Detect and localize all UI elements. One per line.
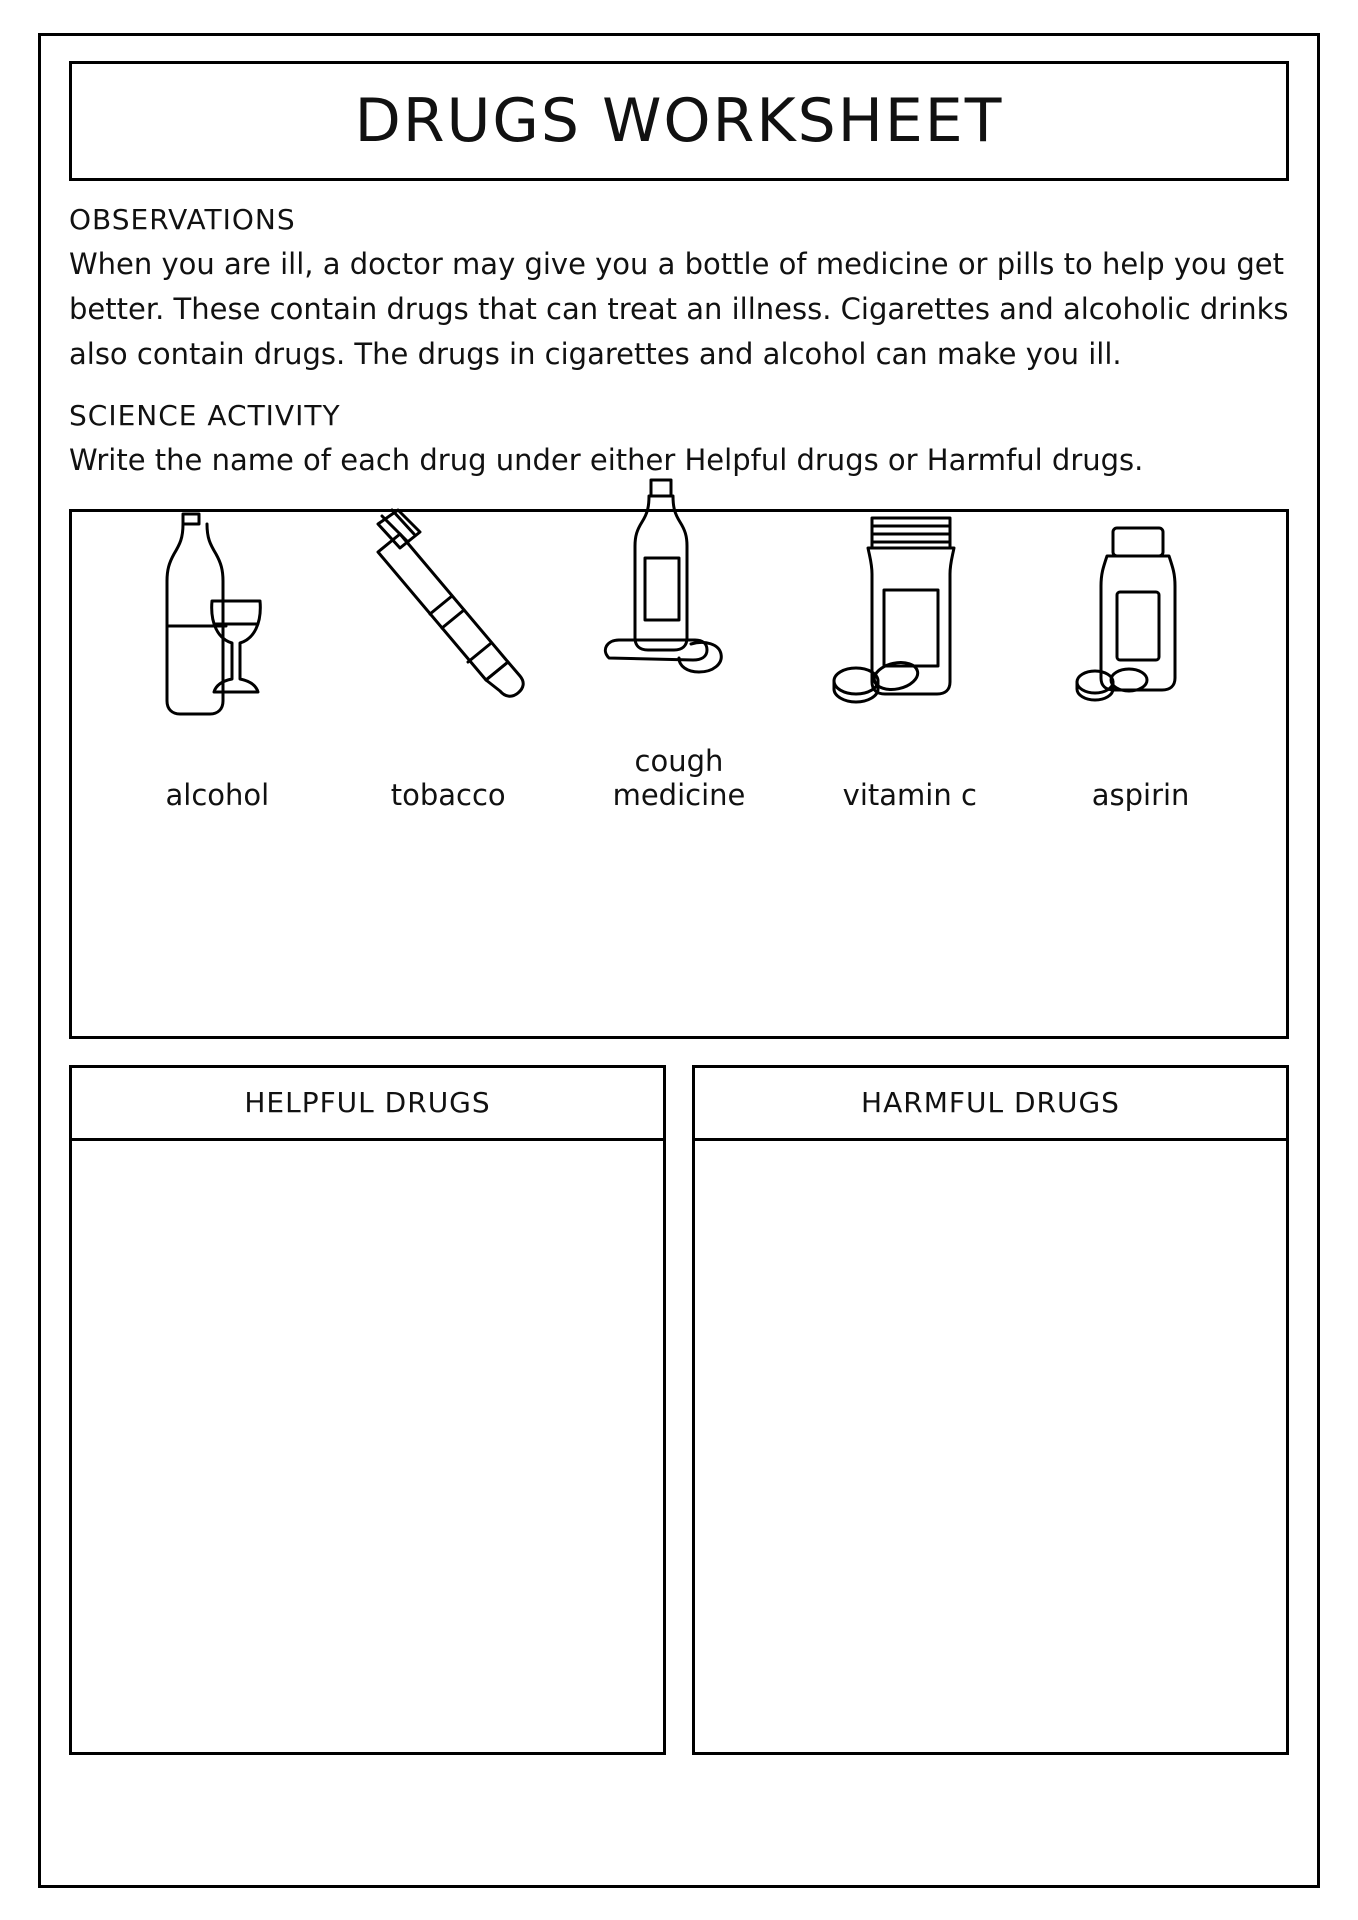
harmful-drugs-box — [692, 1065, 1289, 1755]
bank-item — [1031, 486, 1251, 812]
harmful-drugs-answer-field[interactable] — [695, 1141, 1286, 1752]
page-title: DRUGS WORKSHEET — [354, 86, 1004, 156]
activity-body: Write the name of each drug under either Helpful drugs or Harmful drugs. — [69, 442, 1144, 477]
bank-item-label: alcohol — [165, 777, 270, 812]
helpful-drugs-answer-field[interactable] — [72, 1141, 663, 1752]
helpful-drugs-heading: HELPFUL DRUGS — [72, 1068, 663, 1141]
bank-item-label: cough medicine — [612, 743, 746, 812]
bank-item — [569, 452, 789, 812]
bank-item — [107, 486, 327, 812]
helpful-drugs-box — [69, 1065, 666, 1755]
pill-bottle-with-tablets-icon — [1031, 486, 1251, 756]
medicine-bottle-and-spoon-icon — [569, 452, 789, 722]
observations-body: When you are ill, a doctor may give you a bottle of medicine or pills to help you get better. These contain drugs that can treat an illness. Cigarettes and alcoholic drinks also contain drugs. The drugs in cigarettes and alcohol can make you ill. — [69, 247, 1289, 371]
bank-item — [338, 486, 558, 812]
harmful-drugs-heading: HARMFUL DRUGS — [695, 1068, 1286, 1141]
title-box — [69, 61, 1289, 181]
pill-jar-with-tablets-icon — [800, 486, 1020, 756]
bank-item-label: tobacco — [390, 777, 506, 812]
bottle-and-wine-glass-icon — [107, 486, 327, 756]
observations-heading: OBSERVATIONS — [69, 203, 296, 236]
worksheet-page — [38, 33, 1320, 1888]
cigarette-icon — [338, 486, 558, 756]
bank-item-label: vitamin c — [842, 777, 977, 812]
picture-bank — [69, 509, 1289, 1039]
bank-item — [800, 486, 1020, 812]
observations-section — [69, 203, 1289, 377]
bank-item-label: aspirin — [1091, 777, 1190, 812]
activity-heading: SCIENCE ACTIVITY — [69, 398, 341, 432]
answer-area — [69, 1065, 1289, 1755]
